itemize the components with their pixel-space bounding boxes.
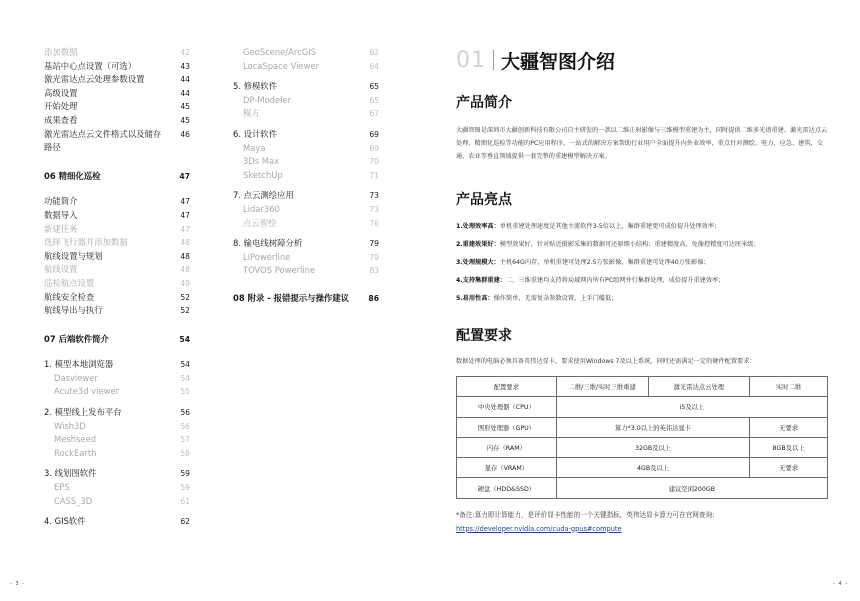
toc-entry-label: 6. 设计软件 xyxy=(233,128,278,139)
toc-entry-label: 成果查看 xyxy=(44,114,78,125)
table-cell-extra: 8GB及以上 xyxy=(750,437,828,457)
requirements-desc: 数据处理的电脑必须具备英伟达显卡，要求使用Windows 7及以上系统，同时还需满足一定的硬件配置要求： xyxy=(456,358,756,365)
toc-entry-label: 选择飞行器并添加数据 xyxy=(44,237,128,248)
toc-entry[interactable] xyxy=(44,195,190,209)
toc-entry[interactable] xyxy=(233,237,379,251)
toc-entry-label: 4. GIS软件 xyxy=(44,516,86,527)
table-cell-extra: 无要求 xyxy=(750,458,828,478)
toc-entry[interactable] xyxy=(44,406,190,420)
table-row xyxy=(457,458,828,478)
requirements-table xyxy=(456,376,828,499)
toc-entry-page: 79 xyxy=(369,252,379,262)
highlight-item: 4.支持集群重建：二、三维重建均支持将局域网内所有PC组网并行集群处理，成倍提升重建效率； xyxy=(456,277,725,284)
page-number-right: - 4 - xyxy=(833,581,848,587)
toc-entry-label: Acute3d viewer xyxy=(54,386,120,397)
toc-entry[interactable] xyxy=(233,46,379,60)
toc-entry-page: 47 xyxy=(179,171,190,181)
table-header-cell: 配置要求 xyxy=(457,377,557,397)
toc-entry-page: 55 xyxy=(180,387,190,397)
page-number-left: - 3 - xyxy=(10,581,25,587)
table-cell-value: 算力*3.0以上的英伟达显卡 xyxy=(556,417,749,437)
toc-entry-label: DP-Modeler xyxy=(243,94,292,105)
toc-entry[interactable] xyxy=(44,515,190,529)
toc-entry-page: 44 xyxy=(180,75,190,85)
toc-entry-page: 54 xyxy=(180,373,190,383)
toc-entry-page: 52 xyxy=(180,306,190,316)
toc-entry[interactable] xyxy=(44,170,190,184)
heading-divider xyxy=(493,50,494,70)
toc-entry-page: 47 xyxy=(180,224,190,234)
toc-entry[interactable] xyxy=(233,189,379,203)
toc-entry[interactable] xyxy=(233,107,379,121)
toc-entry-page: 69 xyxy=(369,129,379,139)
toc-entry-page: 76 xyxy=(369,218,379,228)
toc-entry[interactable] xyxy=(44,291,190,305)
toc-entry[interactable] xyxy=(44,250,190,264)
toc-entry-label: 基站中心点设置（可选） xyxy=(44,60,137,71)
toc-entry-page: 46 xyxy=(180,129,190,139)
toc-entry-label: 点云智绘 xyxy=(243,217,277,228)
right-page xyxy=(456,44,828,536)
toc-entry-label: 激光雷达点云处理参数设置 xyxy=(44,74,145,85)
toc-entry-label: 5. 修模软件 xyxy=(233,81,278,92)
toc-entry-page: 71 xyxy=(369,170,379,180)
toc-entry-label: LiPowerline xyxy=(243,251,291,262)
toc-entry-page: 62 xyxy=(369,48,379,57)
toc-entry[interactable] xyxy=(44,420,190,434)
toc-entry[interactable] xyxy=(44,263,190,277)
toc-entry[interactable] xyxy=(44,73,190,87)
toc-entry[interactable] xyxy=(44,60,190,74)
table-row xyxy=(457,397,828,417)
toc-entry-page: 56 xyxy=(180,421,190,431)
toc-entry-label: 06 精细化巡检 xyxy=(44,170,101,181)
toc-column-1 xyxy=(44,46,190,529)
toc-entry-label: 08 附录 - 报错提示与操作建议 xyxy=(233,292,350,303)
toc-entry[interactable] xyxy=(233,203,379,217)
toc-entry[interactable] xyxy=(233,264,379,278)
toc-entry-page: 54 xyxy=(180,360,190,370)
requirements-title: 配置要求 xyxy=(456,328,512,344)
intro-title: 产品简介 xyxy=(456,95,512,111)
toc-entry-page: 48 xyxy=(180,251,190,261)
toc-entry-label: CASS_3D xyxy=(54,495,93,506)
toc-entry-label: 7. 点云测绘应用 xyxy=(233,190,294,201)
table-cell-value: 建议空闲200GB xyxy=(556,478,827,498)
toc-entry-label: 航线设置 xyxy=(44,264,78,275)
toc-entry-label: 功能简介 xyxy=(44,196,78,207)
toc-entry[interactable] xyxy=(44,223,190,237)
toc-entry-page: 65 xyxy=(369,95,379,105)
table-cell-label: 内存（RAM） xyxy=(457,437,557,457)
highlights-list xyxy=(456,223,828,303)
table-cell-value: i5及以上 xyxy=(556,397,827,417)
toc-entry[interactable] xyxy=(44,277,190,291)
note-text: *备注:算力即计算能力，是评价显卡性能的一个关键指标，英伟达显卡算力可在官网查询: xyxy=(456,510,715,519)
chapter-number: 01 xyxy=(456,47,486,73)
toc-entry[interactable] xyxy=(44,304,190,318)
toc-entry[interactable] xyxy=(44,114,190,128)
toc-entry-page: 59 xyxy=(180,483,190,493)
toc-entry-page: 44 xyxy=(180,88,190,98)
toc-entry-page: 70 xyxy=(369,157,379,167)
toc-entry[interactable] xyxy=(44,372,190,386)
toc-entry-label: TOVOS Powerline xyxy=(243,265,316,276)
toc-entry-page: 56 xyxy=(180,408,190,418)
toc-entry-page: 61 xyxy=(180,496,190,506)
toc-entry[interactable] xyxy=(44,481,190,495)
toc-entry[interactable] xyxy=(233,80,379,94)
toc-entry-label: 2. 模型线上发布平台 xyxy=(44,407,122,418)
table-cell-extra: 无要求 xyxy=(750,417,828,437)
toc-entry-label: 高级设置 xyxy=(44,87,78,98)
toc-entry[interactable] xyxy=(44,447,190,461)
toc-entry[interactable] xyxy=(233,94,379,108)
toc-entry-label: 模方 xyxy=(243,108,260,119)
table-header-cell: 实时二维 xyxy=(750,377,828,397)
highlight-item: 5.易用性高：操作简单，无需复杂参数设置，上手门槛低； xyxy=(456,295,618,302)
toc-entry-label: 8. 输电线树障分析 xyxy=(233,238,303,249)
nvidia-cuda-link[interactable]: https://developer.nvidia.com/cuda-gpus#compute xyxy=(456,524,622,533)
table-header-row xyxy=(457,377,828,397)
toc-entry-page: 59 xyxy=(180,469,190,479)
toc-entry[interactable] xyxy=(44,467,190,481)
toc-entry-page: 47 xyxy=(180,197,190,207)
toc-entry-page: 43 xyxy=(180,61,190,71)
toc-entry-label: 新建任务 xyxy=(44,223,78,234)
toc-entry[interactable] xyxy=(44,46,190,60)
table-cell-label: 显存（VRAM） xyxy=(457,458,557,478)
toc-entry[interactable] xyxy=(233,60,379,74)
toc-column-2 xyxy=(233,46,379,306)
toc-entry-page: 79 xyxy=(369,239,379,249)
table-row xyxy=(457,478,828,498)
toc-entry-page: 67 xyxy=(369,109,379,119)
toc-entry-label: 开始处理 xyxy=(44,101,78,112)
table-row xyxy=(457,417,828,437)
toc-entry-page: 45 xyxy=(180,102,190,112)
toc-entry-label: 07 后端软件简介 xyxy=(44,333,109,344)
highlight-item: 1.处理效率高：单机重建处理速度是其他主流软件3-5倍以上，集群重建更可成倍提升处理效率； xyxy=(456,223,721,230)
toc-entry-label: 添加数据 xyxy=(44,47,78,57)
chapter-heading xyxy=(456,44,828,76)
toc-entry-label: RockEarth xyxy=(54,447,97,458)
highlights-title: 产品亮点 xyxy=(456,192,512,208)
toc-entry-page: 48 xyxy=(180,265,190,275)
toc-entry-page: 54 xyxy=(179,334,190,344)
toc-entry-label: Lidar360 xyxy=(243,203,280,214)
toc-entry-page: 83 xyxy=(369,266,379,276)
table-cell-label: 图形处理器（GPU） xyxy=(457,417,557,437)
table-header-cell: 激光雷达点云处理 xyxy=(648,377,750,397)
toc-entry-page: 65 xyxy=(369,82,379,92)
highlight-item: 3.处理规模大：主机64G内存，单机重建可处理2.5万张影像，集群重建可处理40万张影像； xyxy=(456,259,710,266)
toc-entry[interactable] xyxy=(233,217,379,231)
toc-entry-label: LocaSpace Viewer xyxy=(243,60,320,71)
table-cell-value: 32GB及以上 xyxy=(556,437,749,457)
toc-entry[interactable] xyxy=(44,87,190,101)
toc-entry[interactable] xyxy=(233,155,379,169)
toc-entry[interactable] xyxy=(44,209,190,223)
toc-entry-label: EPS xyxy=(54,482,70,493)
table-cell-label: 中央处理器（CPU） xyxy=(457,397,557,417)
toc-entry-page: 57 xyxy=(180,435,190,445)
toc-entry-label: 激光雷达点云文件格式以及储存路径 xyxy=(44,128,162,153)
table-header-cell: 二维/三维/实时三维重建 xyxy=(556,377,648,397)
toc-entry-label: Dasviewer xyxy=(54,372,98,383)
toc-entry[interactable] xyxy=(44,358,190,372)
intro-text: 大疆智图是深圳市大疆创新科技有限公司自主研发的一款以二维正射影像与三维模型重建为主，同时提供二维多光谱重建、激光雷达点云处理、精细化巡检等功能的PC应用程序。一站式的解决方案帮助行业用户全面提升内外业效率，重点针对测绘、电力、应急、建筑、交通、农业等垂直领域提供一套完整的重建模型解决方案。 xyxy=(456,127,828,160)
toc-entry-page: 86 xyxy=(368,293,379,303)
toc-entry-label: 航线设置与规划 xyxy=(44,250,103,261)
toc-entry-page: 52 xyxy=(180,292,190,302)
highlight-item: 2.重建效果好：模型效果好，针对贴近摄影采集的数据可还原细小结构；重建精度高，免像控精度可达厘米级； xyxy=(456,241,760,248)
toc-entry[interactable] xyxy=(233,251,379,265)
chapter-title: 大疆智图介绍 xyxy=(501,50,616,73)
toc-entry-label: 巡检航点设置 xyxy=(44,277,95,288)
toc-entry-label: GeoScene/ArcGIS xyxy=(243,47,316,57)
toc-entry[interactable] xyxy=(44,236,190,250)
toc-entry-label: 航线安全检查 xyxy=(44,291,95,302)
toc-entry[interactable] xyxy=(44,495,190,509)
toc-entry-page: 47 xyxy=(180,210,190,220)
toc-entry-label: SketchUp xyxy=(243,169,283,180)
toc-entry-page: 69 xyxy=(369,143,379,153)
toc-entry-label: 1. 模型本地浏览器 xyxy=(44,359,114,370)
toc-entry-label: 航线导出与执行 xyxy=(44,305,103,316)
table-cell-value: 4GB及以上 xyxy=(556,458,749,478)
toc-entry[interactable] xyxy=(44,385,190,399)
toc-entry[interactable] xyxy=(233,169,379,183)
toc-entry-label: 3. 线划图软件 xyxy=(44,468,97,479)
toc-entry-label: 数据导入 xyxy=(44,209,78,220)
table-cell-label: 硬盘（HDD&SSD） xyxy=(457,478,557,498)
toc-entry[interactable] xyxy=(233,142,379,156)
requirements-note xyxy=(456,508,828,536)
toc-entry[interactable] xyxy=(44,333,190,347)
toc-entry[interactable] xyxy=(233,292,379,306)
toc-entry-label: Maya xyxy=(243,142,266,153)
toc-entry-page: 42 xyxy=(180,48,190,57)
toc-entry[interactable] xyxy=(44,433,190,447)
toc-entry-page: 48 xyxy=(180,238,190,248)
toc-entry[interactable] xyxy=(44,128,190,155)
toc-entry-label: Meshseed xyxy=(54,434,97,445)
toc-entry-page: 62 xyxy=(180,517,190,527)
toc-entry[interactable] xyxy=(44,100,190,114)
toc-entry-page: 58 xyxy=(180,448,190,458)
toc-entry-page: 64 xyxy=(369,61,379,71)
toc-entry[interactable] xyxy=(233,128,379,142)
toc-entry-page: 73 xyxy=(369,204,379,214)
toc-entry-page: 45 xyxy=(180,115,190,125)
table-row xyxy=(457,437,828,457)
toc-entry-label: Wish3D xyxy=(54,420,86,431)
toc-entry-page: 73 xyxy=(369,191,379,201)
toc-entry-label: 3Ds Max xyxy=(243,156,280,167)
toc-entry-page: 49 xyxy=(180,278,190,288)
